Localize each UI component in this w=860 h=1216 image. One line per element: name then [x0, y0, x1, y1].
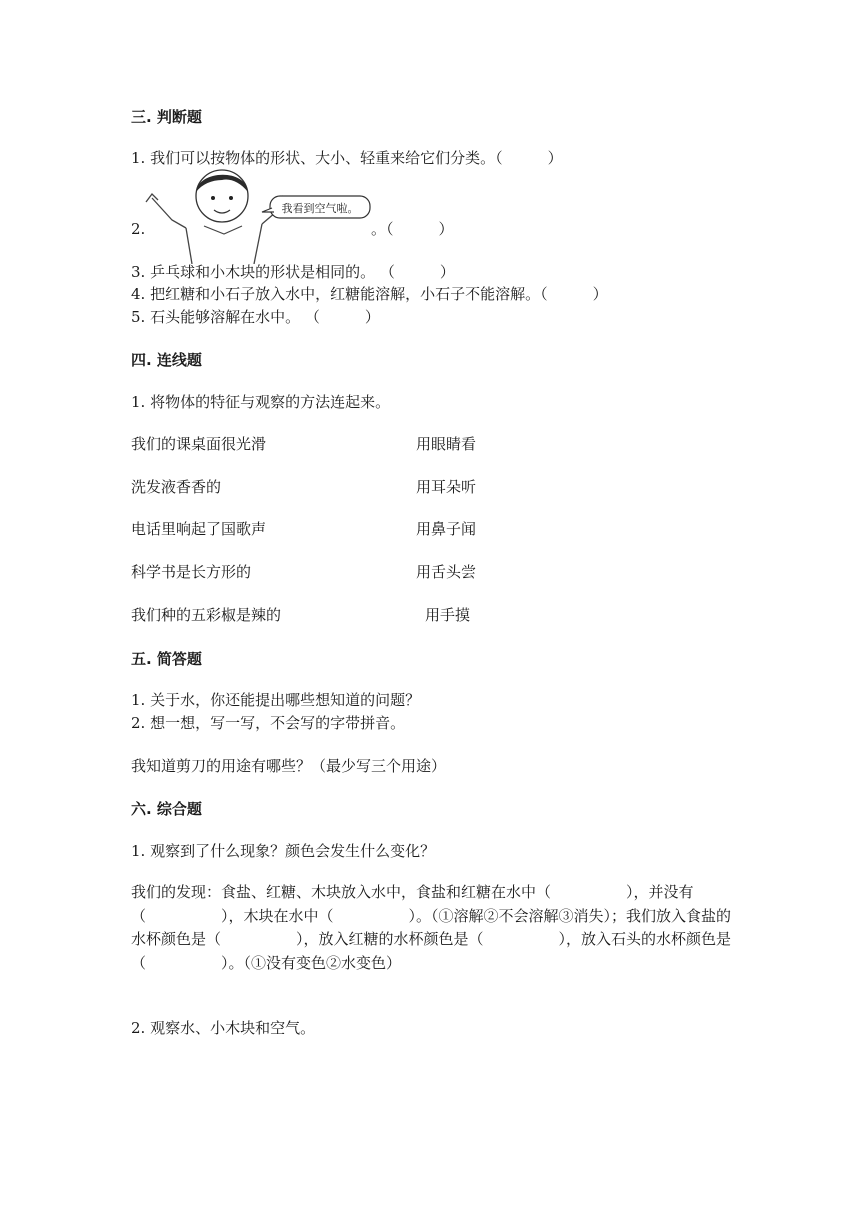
judge-question-4: 4. 把红糖和小石子放入水中，红糖能溶解，小石子不能溶解。（ ） [131, 285, 608, 303]
match-left-item: 科学书是长方形的 [131, 563, 252, 581]
match-left-item: 电话里响起了国歌声 [131, 520, 267, 538]
section-title-comprehensive: 六. 综合题 [131, 800, 202, 818]
short-question-1: 1. 关于水，你还能提出哪些想知道的问题？ [131, 691, 421, 709]
section-title-judge: 三. 判断题 [131, 108, 202, 126]
match-right-item: 用手摸 [425, 606, 471, 624]
short-question-2: 2. 想一想，写一写，不会写的字带拼音。 [131, 714, 406, 732]
match-right-item: 用鼻子闻 [416, 520, 477, 538]
match-right-item: 用眼睛看 [416, 435, 477, 453]
section-title-match: 四. 连线题 [131, 351, 202, 369]
judge-question-3: 3. 乒乓球和小木块的形状是相同的。 （ ） [131, 263, 455, 281]
comp-question-2: 2. 观察水、小木块和空气。 [131, 1019, 316, 1037]
comp-question-1: 1. 观察到了什么现象？颜色会发生什么变化？ [131, 842, 436, 860]
short-question-2-prompt: 我知道剪刀的用途有哪些？（最少写三个用途） [131, 757, 447, 775]
boy-illustration [142, 168, 372, 264]
match-right-item: 用耳朵听 [416, 478, 477, 496]
match-question-1: 1. 将物体的特征与观察的方法连起来。 [131, 393, 391, 411]
section-title-short: 五. 简答题 [131, 650, 202, 668]
speech-bubble-text: 我看到空气啦。 [281, 202, 359, 215]
match-right-item: 用舌头尝 [416, 563, 477, 581]
judge-question-2-number: 2. [131, 220, 146, 238]
judge-question-2-blank: 。（ ） [371, 220, 454, 238]
match-left-item: 洗发液香香的 [131, 478, 222, 496]
match-left-item: 我们种的五彩椒是辣的 [131, 606, 282, 624]
match-left-item: 我们的课桌面很光滑 [131, 435, 267, 453]
judge-question-1: 1. 我们可以按物体的形状、大小、轻重来给它们分类。（ ） [131, 149, 563, 167]
judge-question-5: 5. 石头能够溶解在水中。 （ ） [131, 308, 380, 326]
comp-question-1-paragraph: 我们的发现：食盐、红糖、木块放入水中，食盐和红糖在水中（ ），并没有（ ），木块在水中（ ）。（①溶解②不会溶解③消失）；我们放入食盐的水杯颜色是（ ），放入红糖的水杯颜色是（ ），放入石头的水杯颜色是（ ）。（①没有变色②水变色） [131, 883, 732, 972]
